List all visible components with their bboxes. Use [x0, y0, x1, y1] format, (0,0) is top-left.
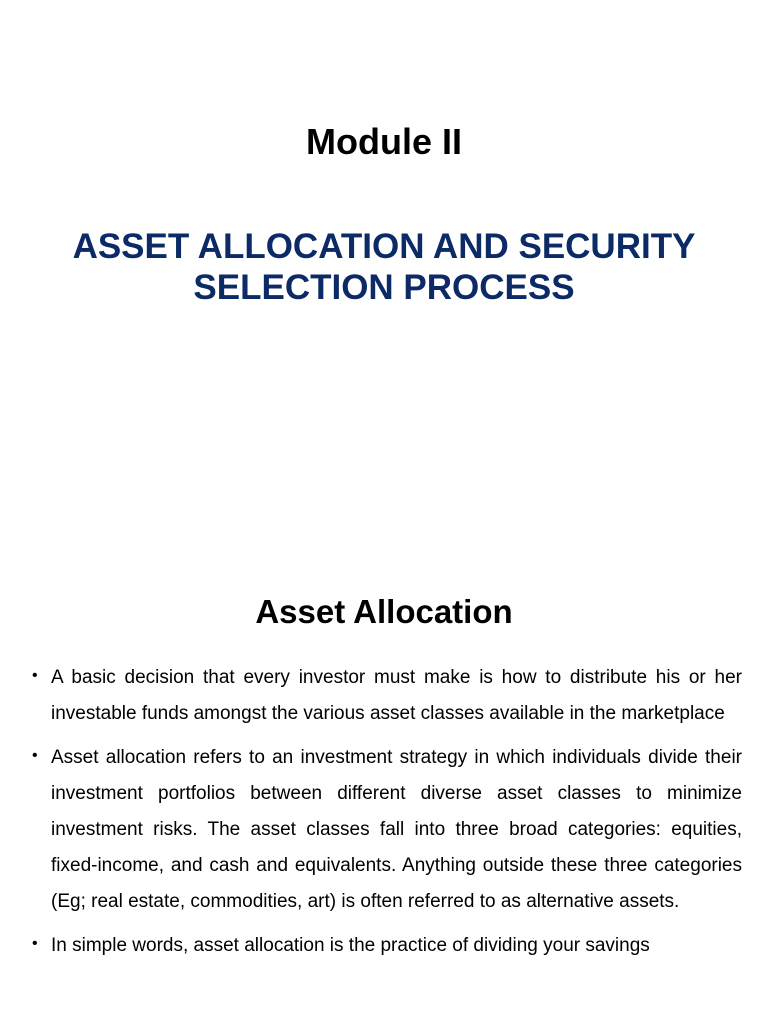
module-title: Module II: [306, 121, 462, 162]
bullet-text: In simple words, asset allocation is the practice of dividing your savings: [51, 935, 650, 956]
asset-allocation-slide: [0, 560, 768, 1024]
bullet-item: [32, 740, 742, 920]
bullet-item: [32, 928, 742, 964]
presentation-title: [20, 226, 748, 308]
bullet-icon: •: [32, 667, 38, 684]
title-line-1: ASSET ALLOCATION AND SECURITY: [72, 227, 696, 266]
bullet-text: A basic decision that every investor must make is how to distribute his or her investable funds amongst the various asset classes available in the marketplace: [51, 667, 742, 724]
bullet-list: [32, 660, 742, 972]
title-line-2: SELECTION PROCESS: [193, 268, 575, 307]
bullet-text: Asset allocation refers to an investment strategy in which individuals divide their investment portfolios between different diverse asset classes to minimize investment risks. The asset classes fall into three broad categories: equities, fixed-income, and cash and equivalents. Anything outside these three categories (Eg; real estate, commodities, art) is often referred to as alternative assets.: [51, 747, 742, 912]
bullet-item: [32, 660, 742, 732]
bullet-icon: •: [32, 747, 38, 764]
section-heading: Asset Allocation: [255, 593, 513, 630]
bullet-icon: •: [32, 935, 38, 952]
